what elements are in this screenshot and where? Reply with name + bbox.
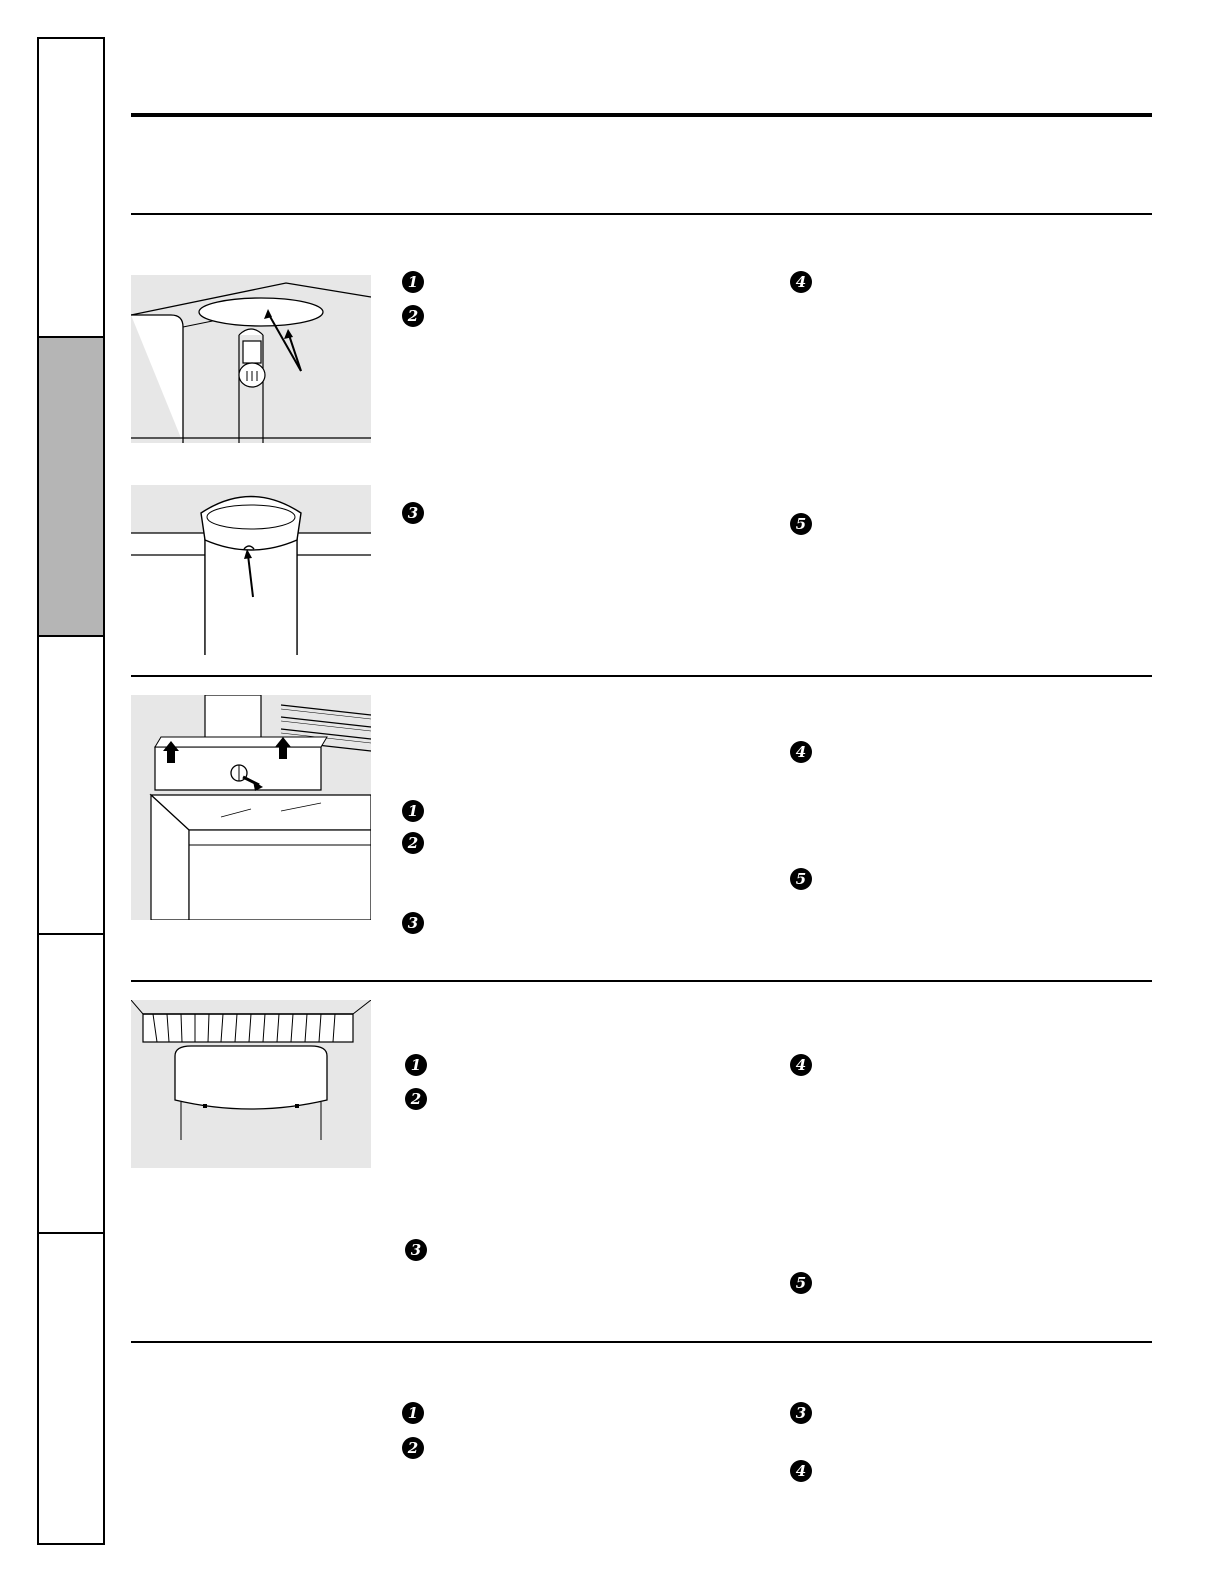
oven-light-cover-icon [131,1000,371,1168]
section-1-step-4-marker: 4 [790,271,812,293]
section-2-rule [131,675,1152,677]
section-1-step-2-marker: 2 [402,305,424,327]
section-3-step-5-marker: 5 [790,1272,812,1294]
section-4-rule [131,1341,1152,1343]
side-tab-2-active[interactable] [39,338,103,637]
section-2-step-5-marker: 5 [790,868,812,890]
section-1-step-3-marker: 3 [402,502,424,524]
side-tab-5[interactable] [39,1234,103,1543]
section-1-rule [131,213,1152,215]
section-3-step-4-marker: 4 [790,1054,812,1076]
section-2-step-4-marker: 4 [790,741,812,763]
section-4-step-1-marker: 1 [402,1402,424,1424]
side-tab-1[interactable] [39,39,103,338]
section-1-step-1-marker: 1 [402,271,424,293]
section-1-step-5-marker: 5 [790,513,812,535]
vent-duct-icon [131,485,371,655]
side-tab-3[interactable] [39,637,103,935]
section-3-rule [131,980,1152,982]
header-rule [131,113,1152,117]
section-3-step-2-marker: 2 [405,1088,427,1110]
range-backsplash-icon [131,695,371,920]
section-3-step-3-marker: 3 [405,1239,427,1261]
section-2-step-2-marker: 2 [402,832,424,854]
side-tab-strip [37,37,105,1545]
section-4-step-3-marker: 3 [790,1402,812,1424]
section-3-step-1-marker: 1 [405,1054,427,1076]
section-2-step-1-marker: 1 [402,800,424,822]
section-4-step-4-marker: 4 [790,1460,812,1482]
hood-light-lens-icon [131,275,371,443]
side-tab-4[interactable] [39,935,103,1234]
section-2-step-3-marker: 3 [402,912,424,934]
section-4-step-2-marker: 2 [402,1437,424,1459]
